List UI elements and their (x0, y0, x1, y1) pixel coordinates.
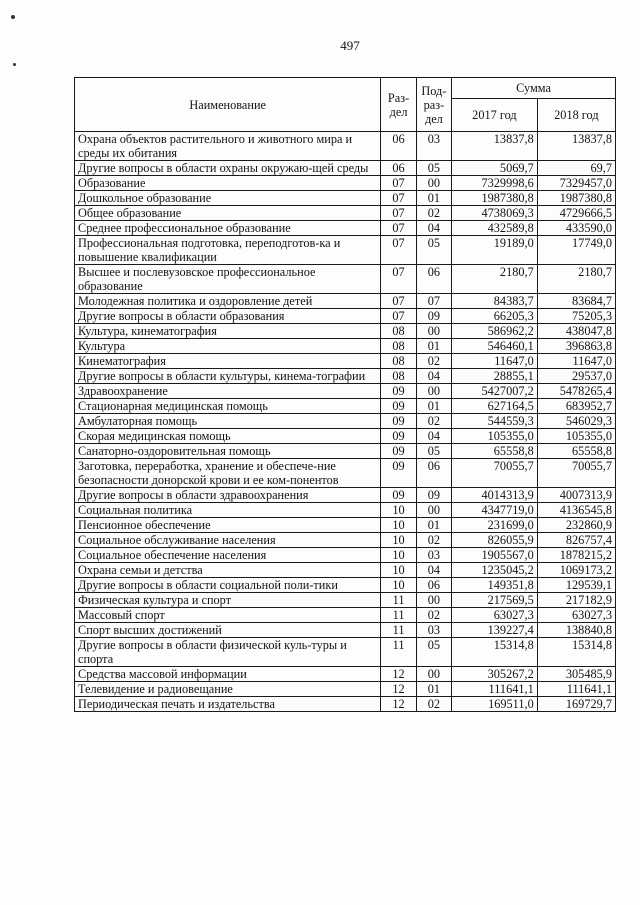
row-value-2017: 5069,7 (452, 161, 538, 176)
row-section: 07 (381, 191, 416, 206)
table-row (75, 623, 616, 638)
row-name: Другие вопросы в области физической куль-туры и спорта (75, 638, 381, 667)
row-value-2018: 70055,7 (537, 459, 615, 488)
row-section: 10 (381, 578, 416, 593)
header-sum: Сумма (452, 78, 616, 99)
table-row (75, 399, 616, 414)
row-section: 12 (381, 697, 416, 712)
scan-speck (13, 63, 16, 66)
row-value-2018: 1878215,2 (537, 548, 615, 563)
row-value-2017: 4738069,3 (452, 206, 538, 221)
row-section: 09 (381, 429, 416, 444)
row-name: Санаторно-оздоровительная помощь (75, 444, 381, 459)
row-subsection: 09 (416, 309, 451, 324)
row-name: Амбулаторная помощь (75, 414, 381, 429)
table-row (75, 206, 616, 221)
row-value-2017: 586962,2 (452, 324, 538, 339)
table-row (75, 384, 616, 399)
row-value-2018: 111641,1 (537, 682, 615, 697)
row-section: 08 (381, 324, 416, 339)
page-number: 497 (340, 38, 360, 53)
table-row (75, 191, 616, 206)
row-subsection: 01 (416, 339, 451, 354)
row-value-2017: 305267,2 (452, 667, 538, 682)
table-row (75, 309, 616, 324)
row-subsection: 05 (416, 444, 451, 459)
row-subsection: 03 (416, 132, 451, 161)
row-value-2017: 28855,1 (452, 369, 538, 384)
header-year-2018: 2018 год (537, 99, 615, 132)
row-subsection: 01 (416, 399, 451, 414)
row-section: 07 (381, 236, 416, 265)
table-row (75, 548, 616, 563)
row-subsection: 03 (416, 623, 451, 638)
row-section: 08 (381, 339, 416, 354)
row-value-2018: 438047,8 (537, 324, 615, 339)
row-name: Стационарная медицинская помощь (75, 399, 381, 414)
table-row (75, 578, 616, 593)
row-section: 09 (381, 444, 416, 459)
row-name: Профессиональная подготовка, переподготов-ка и повышение квалификации (75, 236, 381, 265)
row-section: 07 (381, 221, 416, 236)
row-value-2018: 75205,3 (537, 309, 615, 324)
row-section: 08 (381, 369, 416, 384)
row-name: Социальное обслуживание населения (75, 533, 381, 548)
row-value-2018: 65558,8 (537, 444, 615, 459)
row-name: Спорт высших достижений (75, 623, 381, 638)
row-value-2018: 13837,8 (537, 132, 615, 161)
table-row (75, 563, 616, 578)
row-name: Другие вопросы в области социальной поли-тики (75, 578, 381, 593)
row-value-2017: 169511,0 (452, 697, 538, 712)
row-name: Периодическая печать и издательства (75, 697, 381, 712)
row-value-2017: 544559,3 (452, 414, 538, 429)
row-name: Скорая медицинская помощь (75, 429, 381, 444)
row-subsection: 04 (416, 563, 451, 578)
row-value-2017: 15314,8 (452, 638, 538, 667)
table-row (75, 533, 616, 548)
row-section: 09 (381, 488, 416, 503)
row-value-2018: 63027,3 (537, 608, 615, 623)
table-body (75, 132, 616, 712)
row-subsection: 05 (416, 161, 451, 176)
row-value-2017: 1905567,0 (452, 548, 538, 563)
row-value-2017: 4014313,9 (452, 488, 538, 503)
table-row (75, 161, 616, 176)
row-subsection: 04 (416, 369, 451, 384)
row-name: Массовый спорт (75, 608, 381, 623)
row-value-2018: 17749,0 (537, 236, 615, 265)
table-row (75, 324, 616, 339)
row-value-2018: 105355,0 (537, 429, 615, 444)
row-name: Пенсионное обеспечение (75, 518, 381, 533)
row-value-2017: 63027,3 (452, 608, 538, 623)
row-value-2018: 11647,0 (537, 354, 615, 369)
row-section: 09 (381, 399, 416, 414)
row-value-2017: 4347719,0 (452, 503, 538, 518)
row-subsection: 01 (416, 191, 451, 206)
row-value-2017: 65558,8 (452, 444, 538, 459)
row-value-2018: 433590,0 (537, 221, 615, 236)
header-section: Раз- дел (381, 78, 416, 132)
row-name: Телевидение и радиовещание (75, 682, 381, 697)
row-subsection: 02 (416, 533, 451, 548)
row-name: Высшее и послевузовское профессиональное образование (75, 265, 381, 294)
row-name: Социальное обеспечение населения (75, 548, 381, 563)
row-section: 11 (381, 593, 416, 608)
row-subsection: 06 (416, 578, 451, 593)
row-section: 06 (381, 161, 416, 176)
row-subsection: 01 (416, 518, 451, 533)
row-value-2017: 149351,8 (452, 578, 538, 593)
row-name: Охрана объектов растительного и животного мира и среды их обитания (75, 132, 381, 161)
row-subsection: 04 (416, 221, 451, 236)
row-value-2017: 5427007,2 (452, 384, 538, 399)
scan-speck (11, 15, 15, 19)
row-value-2018: 69,7 (537, 161, 615, 176)
row-value-2017: 231699,0 (452, 518, 538, 533)
row-value-2018: 826757,4 (537, 533, 615, 548)
row-value-2018: 217182,9 (537, 593, 615, 608)
row-value-2018: 5478265,4 (537, 384, 615, 399)
row-name: Заготовка, переработка, хранение и обеспече-ние безопасности донорской крови и ее ком-понентов (75, 459, 381, 488)
row-value-2017: 70055,7 (452, 459, 538, 488)
row-name: Другие вопросы в области охраны окружаю-щей среды (75, 161, 381, 176)
row-value-2018: 232860,9 (537, 518, 615, 533)
row-value-2017: 19189,0 (452, 236, 538, 265)
row-value-2018: 7329457,0 (537, 176, 615, 191)
table-row (75, 354, 616, 369)
row-value-2018: 683952,7 (537, 399, 615, 414)
row-subsection: 01 (416, 682, 451, 697)
table-row (75, 369, 616, 384)
budget-table (74, 77, 616, 712)
table-row (75, 414, 616, 429)
row-value-2017: 111641,1 (452, 682, 538, 697)
header-year-2017: 2017 год (452, 99, 538, 132)
row-section: 12 (381, 682, 416, 697)
row-section: 12 (381, 667, 416, 682)
table-row (75, 697, 616, 712)
row-value-2018: 83684,7 (537, 294, 615, 309)
row-value-2017: 13837,8 (452, 132, 538, 161)
row-subsection: 06 (416, 265, 451, 294)
row-value-2018: 129539,1 (537, 578, 615, 593)
row-section: 07 (381, 309, 416, 324)
row-name: Физическая культура и спорт (75, 593, 381, 608)
row-name: Кинематография (75, 354, 381, 369)
table-row (75, 638, 616, 667)
row-name: Образование (75, 176, 381, 191)
row-subsection: 09 (416, 488, 451, 503)
table-row (75, 221, 616, 236)
row-value-2017: 66205,3 (452, 309, 538, 324)
row-subsection: 00 (416, 593, 451, 608)
row-value-2018: 169729,7 (537, 697, 615, 712)
row-value-2017: 432589,8 (452, 221, 538, 236)
row-name: Другие вопросы в области образования (75, 309, 381, 324)
row-value-2017: 84383,7 (452, 294, 538, 309)
row-subsection: 00 (416, 324, 451, 339)
table-row (75, 608, 616, 623)
row-name: Здравоохранение (75, 384, 381, 399)
row-subsection: 02 (416, 414, 451, 429)
table-row (75, 265, 616, 294)
table-row (75, 503, 616, 518)
row-section: 11 (381, 623, 416, 638)
row-section: 09 (381, 459, 416, 488)
table-row (75, 682, 616, 697)
row-subsection: 03 (416, 548, 451, 563)
row-section: 08 (381, 354, 416, 369)
table-row (75, 429, 616, 444)
row-value-2017: 627164,5 (452, 399, 538, 414)
row-value-2018: 1069173,2 (537, 563, 615, 578)
row-name: Социальная политика (75, 503, 381, 518)
row-value-2017: 1235045,2 (452, 563, 538, 578)
row-value-2018: 4007313,9 (537, 488, 615, 503)
table-row (75, 488, 616, 503)
row-section: 11 (381, 608, 416, 623)
row-subsection: 02 (416, 354, 451, 369)
row-value-2018: 4136545,8 (537, 503, 615, 518)
row-name: Культура (75, 339, 381, 354)
row-value-2017: 11647,0 (452, 354, 538, 369)
row-value-2017: 546460,1 (452, 339, 538, 354)
row-subsection: 05 (416, 638, 451, 667)
row-value-2018: 305485,9 (537, 667, 615, 682)
row-name: Молодежная политика и оздоровление детей (75, 294, 381, 309)
row-value-2018: 1987380,8 (537, 191, 615, 206)
table-row (75, 236, 616, 265)
row-section: 07 (381, 265, 416, 294)
row-section: 06 (381, 132, 416, 161)
row-section: 09 (381, 384, 416, 399)
row-value-2017: 105355,0 (452, 429, 538, 444)
header-name: Наименование (75, 78, 381, 132)
row-name: Общее образование (75, 206, 381, 221)
row-subsection: 02 (416, 697, 451, 712)
row-section: 07 (381, 176, 416, 191)
row-name: Дошкольное образование (75, 191, 381, 206)
row-name: Другие вопросы в области здравоохранения (75, 488, 381, 503)
row-section: 10 (381, 533, 416, 548)
row-subsection: 02 (416, 608, 451, 623)
row-subsection: 00 (416, 667, 451, 682)
row-name: Другие вопросы в области культуры, кинема-тографии (75, 369, 381, 384)
table-row (75, 132, 616, 161)
row-subsection: 06 (416, 459, 451, 488)
row-name: Средства массовой информации (75, 667, 381, 682)
row-value-2017: 217569,5 (452, 593, 538, 608)
table-row (75, 444, 616, 459)
row-subsection: 07 (416, 294, 451, 309)
table-row (75, 667, 616, 682)
row-value-2017: 7329998,6 (452, 176, 538, 191)
row-value-2018: 29537,0 (537, 369, 615, 384)
row-subsection: 00 (416, 503, 451, 518)
row-value-2018: 396863,8 (537, 339, 615, 354)
row-name: Среднее профессиональное образование (75, 221, 381, 236)
row-section: 09 (381, 414, 416, 429)
row-value-2017: 826055,9 (452, 533, 538, 548)
row-subsection: 02 (416, 206, 451, 221)
row-section: 10 (381, 548, 416, 563)
row-section: 10 (381, 563, 416, 578)
row-value-2017: 2180,7 (452, 265, 538, 294)
row-section: 10 (381, 518, 416, 533)
row-section: 07 (381, 294, 416, 309)
table-row (75, 294, 616, 309)
table-row (75, 339, 616, 354)
row-section: 07 (381, 206, 416, 221)
table-row (75, 518, 616, 533)
row-value-2018: 2180,7 (537, 265, 615, 294)
row-value-2018: 138840,8 (537, 623, 615, 638)
header-subsection: Под- раз- дел (416, 78, 451, 132)
table-row (75, 593, 616, 608)
row-value-2017: 139227,4 (452, 623, 538, 638)
table-row (75, 459, 616, 488)
table-row (75, 176, 616, 191)
row-name: Охрана семьи и детства (75, 563, 381, 578)
row-subsection: 00 (416, 176, 451, 191)
row-name: Культура, кинематография (75, 324, 381, 339)
row-section: 10 (381, 503, 416, 518)
row-value-2018: 546029,3 (537, 414, 615, 429)
row-section: 11 (381, 638, 416, 667)
row-subsection: 00 (416, 384, 451, 399)
row-subsection: 05 (416, 236, 451, 265)
row-subsection: 04 (416, 429, 451, 444)
row-value-2017: 1987380,8 (452, 191, 538, 206)
row-value-2018: 15314,8 (537, 638, 615, 667)
row-value-2018: 4729666,5 (537, 206, 615, 221)
